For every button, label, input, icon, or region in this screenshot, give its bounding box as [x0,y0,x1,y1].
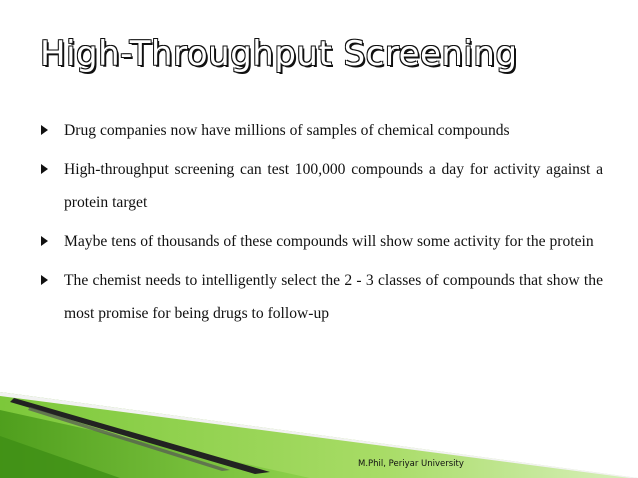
bullet-item [41,225,603,258]
bullet-text: Maybe tens of thousands of these compounds will show some activity for the protein [64,233,594,250]
footer-text: M.Phil, Periyar University [358,459,464,469]
bullet-item [41,153,603,219]
triangle-bullet-icon [41,125,48,135]
slide-title: High-Throughput Screening [40,34,518,74]
triangle-bullet-icon [41,164,48,174]
bullet-text: The chemist needs to intelligently select the 2 - 3 classes of compounds that show the most promise for being drugs to follow-up [64,272,603,322]
bullet-list [41,114,603,336]
triangle-bullet-icon [41,236,48,246]
bullet-text: Drug companies now have millions of samples of chemical compounds [64,122,510,139]
bullet-item [41,114,603,147]
triangle-bullet-icon [41,275,48,285]
bullet-text: High-throughput screening can test 100,000 compounds a day for activity against a protein target [64,161,603,211]
bullet-item [41,264,603,330]
